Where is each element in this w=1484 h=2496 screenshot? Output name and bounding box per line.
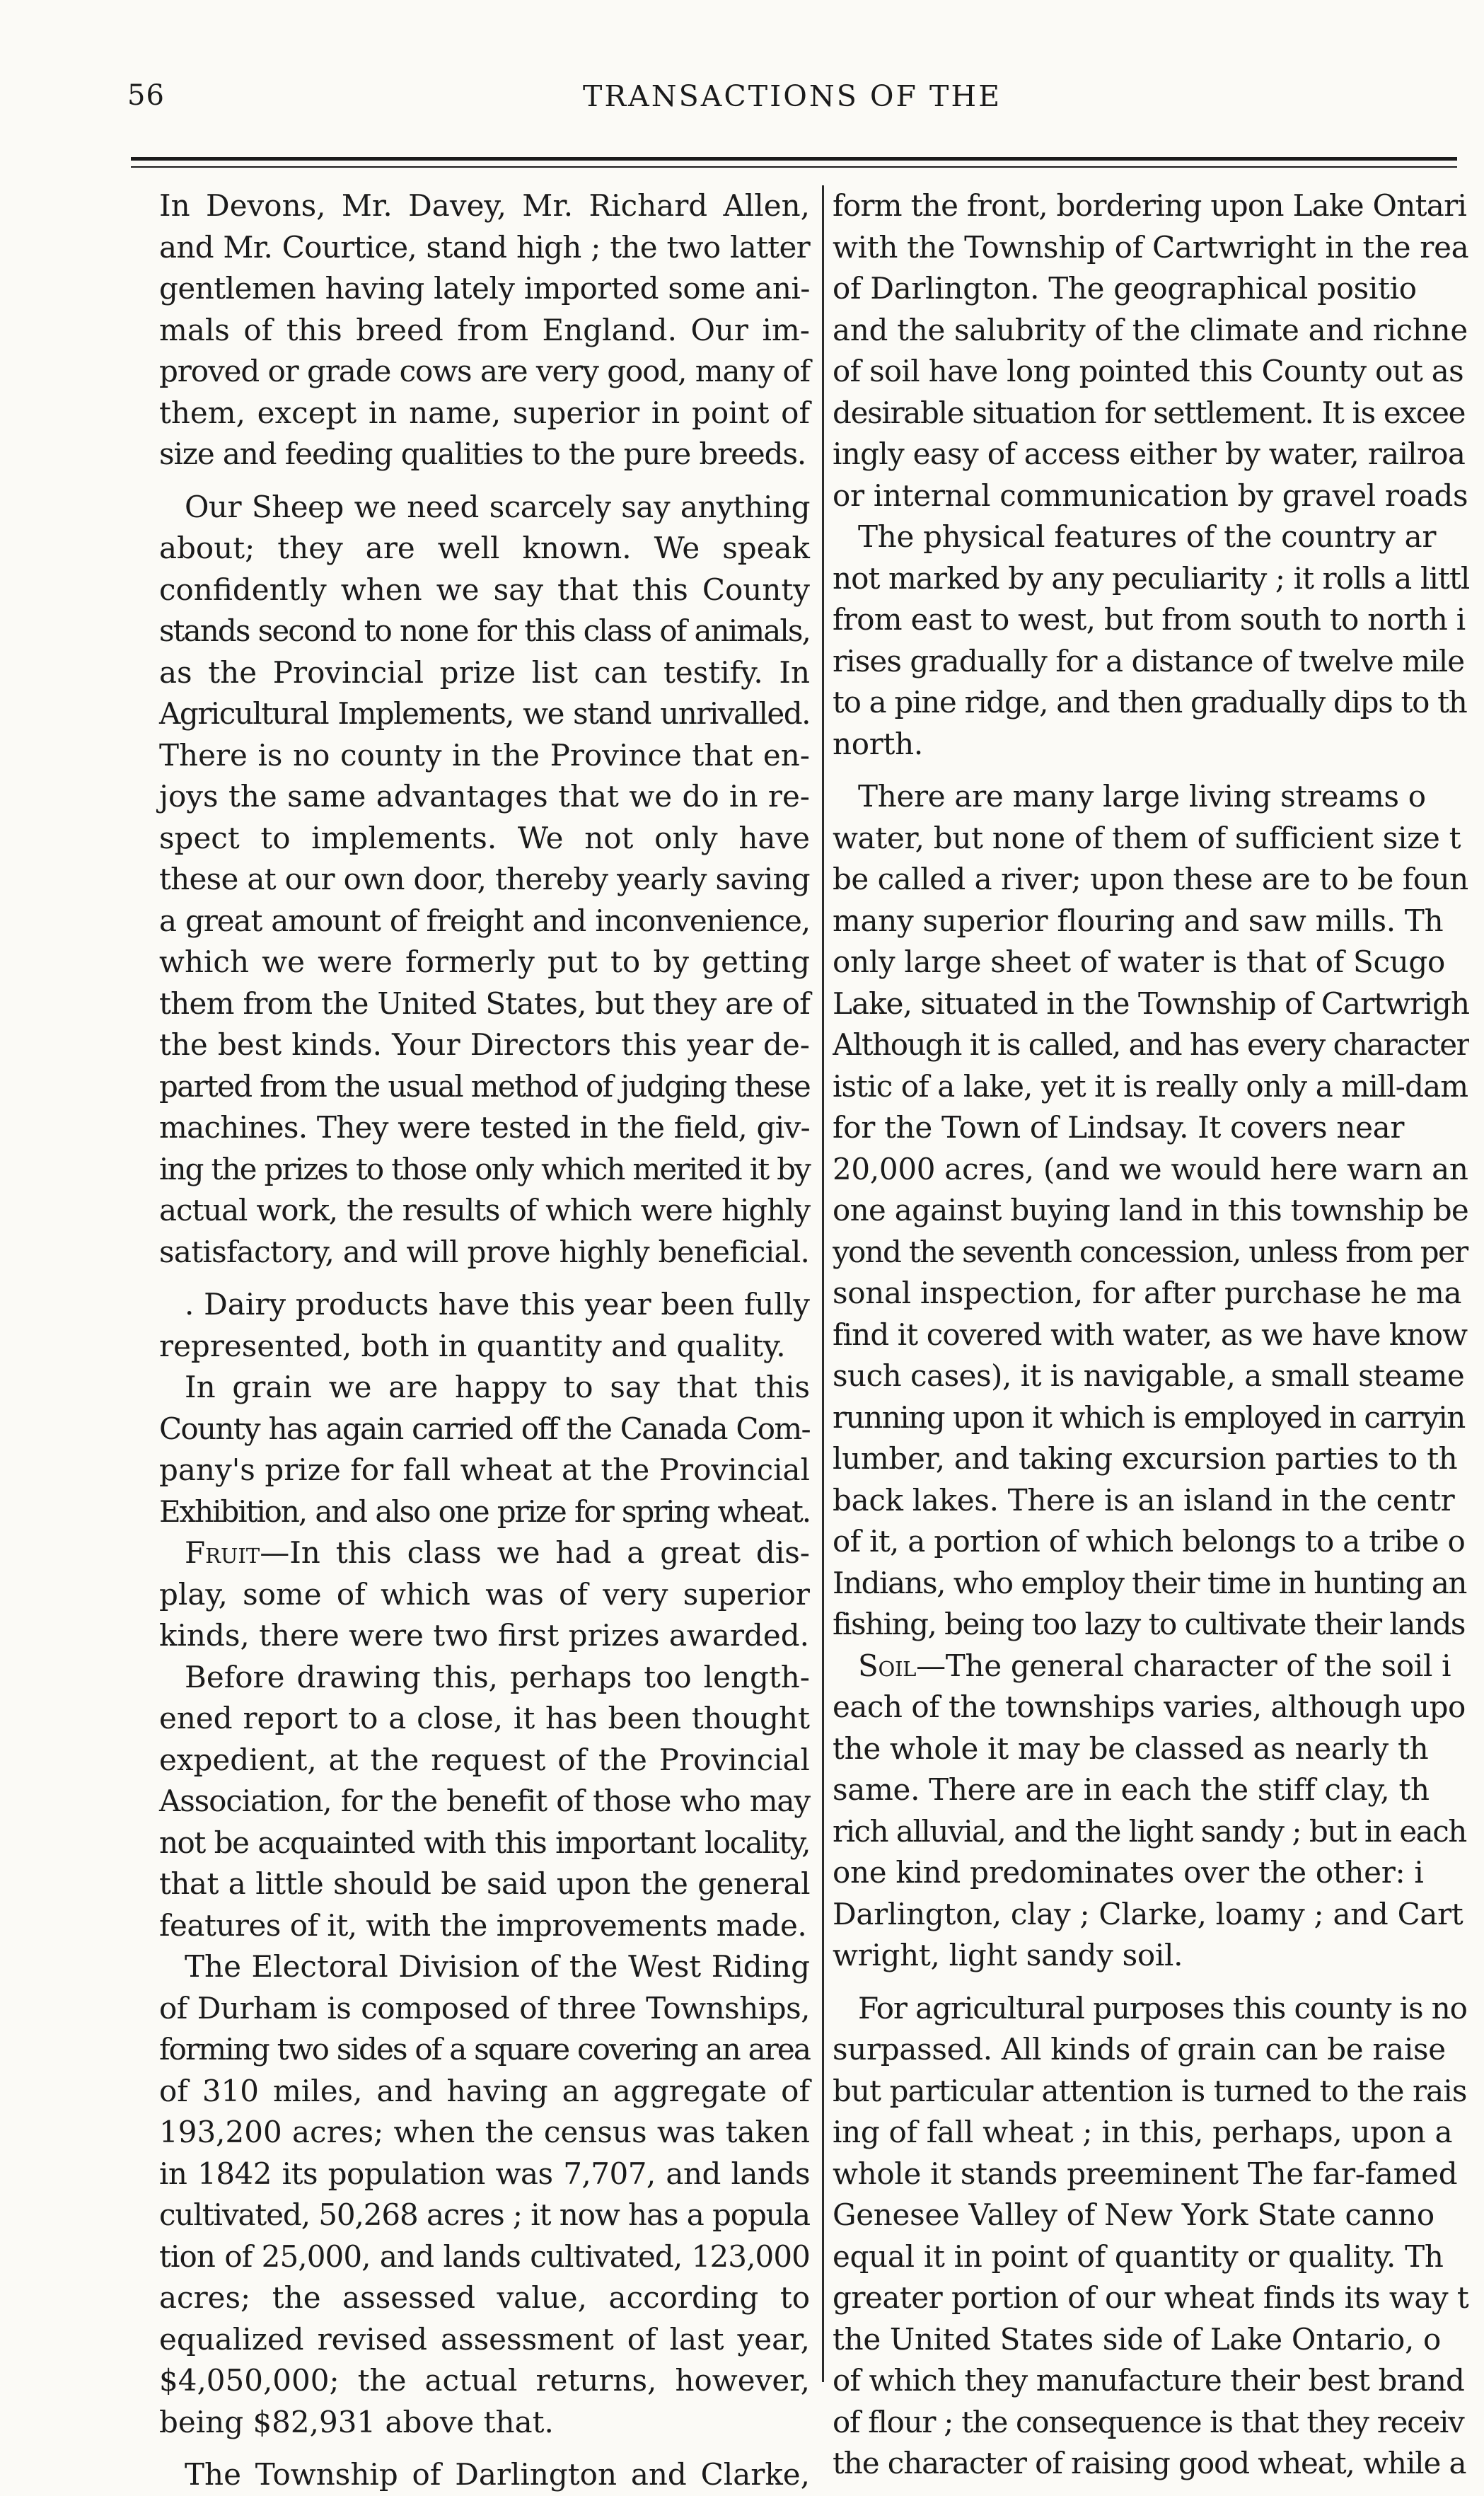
text-line: Before drawing this, perhaps too length- (185, 1659, 810, 1694)
text-line: 193,200 acres; when the census was taken (159, 2115, 810, 2149)
text-line: a great amount of freight and inconvenience, (159, 903, 810, 938)
text-line: for the Town of Lindsay. It covers near (833, 1110, 1405, 1145)
text-line: Fruit—In this class we had a great dis- (185, 1535, 810, 1570)
text-line: wright, light sandy soil. (833, 1938, 1183, 1972)
right-column (833, 185, 1469, 2485)
text-line: represented, both in quantity and quality. (159, 1328, 786, 1363)
text-line: Exhibition, and also one prize for spring wheat. (159, 1493, 810, 1529)
text-line: There is no county in the Province that en- (159, 737, 810, 773)
text-line: Although it is called, and has every character (833, 1027, 1469, 1062)
text-line: actual work, the results of which were highly (159, 1193, 810, 1227)
text-line: kinds, there were two first prizes awarded. (159, 1618, 809, 1653)
left-column (159, 185, 810, 2496)
header-rule-thick (131, 157, 1457, 161)
text-line: the character of raising good wheat, while a (833, 2446, 1466, 2480)
text-line: stands second to none for this class of animals, (159, 613, 810, 648)
text-line: of it, a portion of which belongs to a tribe o (833, 1524, 1466, 1559)
text-line: back lakes. There is an island in the centr (833, 1482, 1455, 1518)
text-line: whole it stands preeminent The far-famed (833, 2156, 1458, 2191)
text-line: ing of fall wheat ; in this, perhaps, upon a (833, 2115, 1453, 2149)
text-line: be called a river; upon these are to be foun (833, 862, 1468, 896)
text-line: confidently when we say that this County (159, 572, 810, 607)
text-line: with the Township of Cartwright in the rea (833, 229, 1469, 265)
text-line: sonal inspection, for after purchase he ma (833, 1276, 1462, 1310)
text-line: mals of this breed from England. Our im- (159, 312, 810, 347)
text-line: There are many large living streams o (858, 779, 1426, 814)
text-line: from east to west, but from south to north i (833, 602, 1466, 637)
text-line: each of the townships varies, although upo (833, 1689, 1466, 1724)
text-line: greater portion of our wheat finds its way t (833, 2280, 1469, 2315)
text-line: surpassed. All kinds of grain can be raise (833, 2032, 1446, 2067)
column-divider (822, 185, 824, 2382)
header-rule-thin (131, 166, 1457, 168)
text-line: being $82,931 above that. (159, 2404, 554, 2439)
text-line: same. There are in each the stiff clay, th (833, 1772, 1430, 1807)
text-line: one against buying land in this township be (833, 1193, 1469, 1227)
text-line: but particular attention is turned to the rais (833, 2073, 1467, 2108)
text-line: to a pine ridge, and then gradually dips to th (833, 685, 1467, 720)
text-line: forming two sides of a square covering an area (159, 2032, 810, 2067)
text-line: The physical features of the country ar (858, 519, 1437, 554)
running-header (127, 79, 1457, 122)
text-line: ing the prizes to those only which merited it by (159, 1151, 810, 1186)
text-line: cultivated, 50,268 acres ; it now has a popula (159, 2197, 810, 2232)
text-line: that a little should be said upon the general (159, 1866, 810, 1901)
text-line: them from the United States, but they are of (159, 986, 811, 1021)
text-line: of 310 miles, and having an aggregate of (159, 2073, 810, 2108)
text-line: play, some of which was of very superior (159, 1576, 810, 1612)
text-line: running upon it which is employed in carryin (833, 1399, 1465, 1435)
text-line: of Darlington. The geographical positio (833, 271, 1417, 306)
text-line: as the Provincial prize list can testify. In (159, 654, 810, 690)
text-line: north. (833, 726, 923, 761)
text-line: them, except in name, superior in point of (159, 395, 810, 430)
text-line: of which they manufacture their best brand (833, 2363, 1464, 2398)
text-line: machines. They were tested in the field, giv- (159, 1110, 810, 1145)
text-line: Indians, who employ their time in hunting an (833, 1565, 1466, 1600)
text-line: in 1842 its population was 7,707, and lands (159, 2156, 810, 2191)
text-line: the best kinds. Your Directors this year de- (159, 1027, 810, 1062)
text-line: Soil—The general character of the soil i (858, 1648, 1451, 1683)
text-line: about; they are well known. We speak (159, 531, 810, 565)
text-line: find it covered with water, as we have know (833, 1317, 1468, 1352)
text-line: For agricultural purposes this county is no (858, 1990, 1467, 2026)
text-line: In grain we are happy to say that this (185, 1370, 810, 1404)
text-line: Agricultural Implements, we stand unrivalled. (159, 696, 810, 731)
text-line: 20,000 acres, (and we would here warn an (833, 1151, 1468, 1186)
text-line: these at our own door, thereby yearly saving (159, 862, 810, 896)
text-line: yond the seventh concession, unless from per (833, 1234, 1468, 1269)
text-line: joys the same advantages that we do in re- (159, 779, 810, 814)
text-line: Association, for the benefit of those who may (159, 1784, 810, 1818)
text-line: not marked by any peculiarity ; it rolls a littl (833, 560, 1469, 596)
text-line: size and feeding qualities to the pure breeds. (159, 437, 806, 471)
text-line: Lake, situated in the Township of Cartwrigh (833, 986, 1469, 1021)
running-title: TRANSACTIONS OF THE (582, 79, 1002, 113)
text-line: only large sheet of water is that of Scugo (833, 944, 1445, 979)
text-line: form the front, bordering upon Lake Ontari (833, 188, 1467, 223)
text-line: spect to implements. We not only have (159, 820, 810, 855)
text-line: desirable situation for settlement. It is excee (833, 395, 1466, 430)
text-line: The Electoral Division of the West Riding (185, 1949, 810, 1984)
page-number: 56 (127, 79, 165, 112)
text-line: Genesee Valley of New York State canno (833, 2197, 1434, 2232)
text-line: one kind predominates over the other: i (833, 1855, 1424, 1890)
text-line: of flour ; the consequence is that they receiv (833, 2404, 1464, 2439)
text-line: ingly easy of access either by water, railroa (833, 437, 1466, 471)
text-line: lumber, and taking excursion parties to th (833, 1441, 1458, 1476)
text-line: or internal communication by gravel roads (833, 478, 1468, 513)
text-line: gentlemen having lately imported some ani- (159, 271, 810, 306)
text-line: fishing, being too lazy to cultivate their lands (833, 1607, 1465, 1641)
text-line: and Mr. Courtice, stand high ; the two latter (159, 229, 810, 265)
text-line: expedient, at the request of the Provincial (159, 1742, 810, 1777)
text-line: the United States side of Lake Ontario, o (833, 2321, 1442, 2357)
text-line: pany's prize for fall wheat at the Provincial (159, 1452, 810, 1487)
text-line: Darlington, clay ; Clarke, loamy ; and Cart (833, 1896, 1463, 1931)
text-line: acres; the assessed value, according to (159, 2280, 810, 2315)
text-line: which we were formerly put to by getting (159, 944, 810, 979)
text-line: satisfactory, and will prove highly beneficial. (159, 1234, 810, 1269)
text-line: rich alluvial, and the light sandy ; but in each (833, 1813, 1466, 1849)
text-line: istic of a lake, yet it is really only a mill-dam (833, 1068, 1468, 1104)
text-line: features of it, with the improvements made. (159, 1907, 807, 1943)
text-line: The Township of Darlington and Clarke, (185, 2457, 810, 2492)
text-line: Our Sheep we need scarcely say anything (185, 489, 810, 524)
text-line: equal it in point of quantity or quality. Th (833, 2238, 1444, 2274)
text-line: County has again carried off the Canada Com- (159, 1411, 810, 1446)
text-line: ened report to a close, it has been thought (159, 1701, 810, 1735)
text-line: In Devons, Mr. Davey, Mr. Richard Allen, (159, 188, 810, 223)
text-line: the whole it may be classed as nearly th (833, 1731, 1429, 1766)
text-line: of soil have long pointed this County out as (833, 354, 1463, 388)
text-line: proved or grade cows are very good, many of (159, 354, 810, 388)
text-line: equalized revised assessment of last year, (159, 2321, 810, 2357)
text-line: not be acquainted with this important locality, (159, 1825, 810, 1860)
text-line: . Dairy products have this year been fully (185, 1287, 810, 1322)
text-line: rises gradually for a distance of twelve mile (833, 643, 1465, 678)
text-line: of Durham is composed of three Townships, (159, 1990, 810, 2026)
text-line: water, but none of them of sufficient size t (833, 820, 1461, 855)
text-line: parted from the usual method of judging these (159, 1068, 810, 1104)
text-line: such cases), it is navigable, a small steame (833, 1358, 1465, 1393)
text-line: many superior flouring and saw mills. Th (833, 903, 1444, 938)
text-line: $4,050,000; the actual returns, however, (159, 2363, 810, 2398)
text-line: and the salubrity of the climate and richne (833, 312, 1468, 347)
text-line: tion of 25,000, and lands cultivated, 123,000 (159, 2238, 810, 2274)
